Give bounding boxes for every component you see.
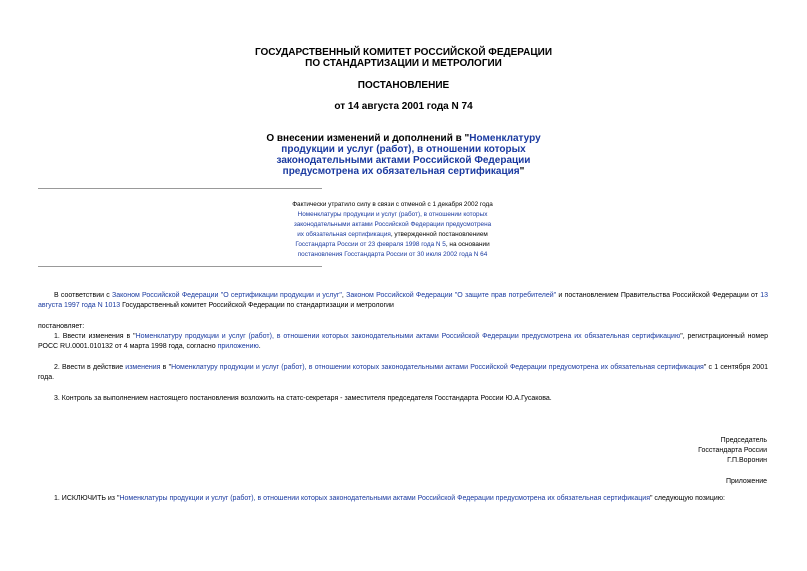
note-line: Фактически утратило силу в связи с отменой с 1 декабря 2002 года (292, 201, 493, 208)
note-link-decree-64[interactable]: постановления Госстандарта России от 30 июля 2002 года N 64 (297, 251, 488, 258)
item-3: 3. Контроль за выполнением настоящего постановления возложить на статс-секретаря - заместителя председателя Госстандарта России Ю.А.Гусакова. (54, 395, 552, 402)
item-1 (38, 332, 768, 352)
committee-line-2: ПО СТАНДАРТИЗАЦИИ И МЕТРОЛОГИИ (305, 58, 502, 69)
preamble (38, 291, 768, 311)
doc-title (0, 133, 807, 177)
note-text: , утвержденной постановлением (390, 231, 488, 238)
title-link-line4[interactable]: предусмотрена их обязательная сертификация (282, 166, 520, 177)
appendix-link[interactable]: приложению (217, 343, 259, 350)
item-text: " с 1 сентября (703, 364, 751, 371)
note-link-decree-5[interactable]: Госстандарта России от 23 февраля 1998 года N 5 (295, 241, 446, 248)
signature-org: Госстандарта России (698, 447, 767, 454)
note-text: , на основании (445, 241, 490, 248)
resolves-label: постановляет: (38, 323, 85, 330)
note-link-nomenclature-3[interactable]: их обязательная сертификация (297, 231, 391, 238)
item-text: 1. Ввести изменения в " (54, 333, 136, 340)
committee-line-1: ГОСУДАРСТВЕННЫЙ КОМИТЕТ РОССИЙСКОЙ ФЕДЕРАЦИИ (254, 47, 553, 58)
signature-name: Г.П.Воронин (727, 457, 767, 464)
signature (698, 436, 767, 466)
item-text: 2001 года. (38, 364, 768, 381)
appendix-item-1 (38, 494, 768, 504)
law-certification-link[interactable]: Законом Российской Федерации "О сертификации продукции и услуг" (112, 292, 342, 299)
item-2-nomenclature-link[interactable]: Номенклатуру продукции и услуг (работ), в отношении которых законодательными актами Российской Федерации предусмотрена их обязательная сертификация (171, 364, 704, 371)
title-link-line2[interactable]: продукции и услуг (работ), в отношении которых (281, 144, 526, 155)
item-text: . (258, 343, 261, 350)
appendix-label: Приложение (725, 478, 767, 485)
item-1-nomenclature-link[interactable]: Номенклатуру продукции и услуг (работ), в отношении которых законодательными актами Российской Федерации предусмотрена их обязательная сертификацию (135, 333, 681, 340)
item-text: РОСС RU.0001.010132 от 4 марта 1998 года, согласно (38, 343, 218, 350)
title-link-line3[interactable]: законодательными актами Российской Федерации (276, 155, 531, 166)
signature-title: Председатель (720, 437, 767, 444)
item-text: в " (160, 364, 172, 371)
preamble-text: В соответствии с (54, 292, 113, 299)
title-link[interactable]: Номенклатуру (469, 133, 541, 144)
doc-date-number: от 14 августа 2001 года N 74 (334, 101, 473, 112)
government-decree-link[interactable]: 13 августа 1997 года N 1013 (38, 292, 768, 309)
doc-type: ПОСТАНОВЛЕНИЕ (357, 80, 450, 91)
preamble-text: и постановлением Правительства Российской Федерации от (556, 292, 758, 299)
divider-top (38, 188, 322, 189)
status-note (230, 200, 555, 260)
note-link-nomenclature-2[interactable]: законодательными актами Российской Федерации предусмотрена (293, 221, 492, 228)
title-suffix: " (519, 166, 525, 177)
changes-link[interactable]: изменения (125, 364, 161, 371)
appendix-text: " следующую позицию: (650, 495, 725, 502)
item-text: ", регистрационный номер (680, 333, 769, 340)
note-link-nomenclature[interactable]: Номенклатуры продукции и услуг (работ), в отношении которых (297, 211, 488, 218)
title-prefix: О внесении изменений и дополнений в " (266, 133, 470, 144)
divider-bottom (38, 266, 322, 267)
item-text: 2. Ввести в действие (54, 364, 126, 371)
appendix-text: 1. ИСКЛЮЧИТЬ из " (54, 495, 120, 502)
law-consumer-rights-link[interactable]: Законом Российской Федерации "О защите прав потребителей" (346, 292, 557, 299)
item-2 (38, 363, 768, 383)
preamble-text: , (341, 292, 347, 299)
preamble-text: Государственный комитет Российской Федерации по стандартизации и метрологии (120, 302, 394, 309)
appendix-nomenclature-link[interactable]: Номенклатуры продукции и услуг (работ), в отношении которых законодательными актами Российской Федерации предусмотрена их обязательная сертификация (119, 495, 650, 502)
